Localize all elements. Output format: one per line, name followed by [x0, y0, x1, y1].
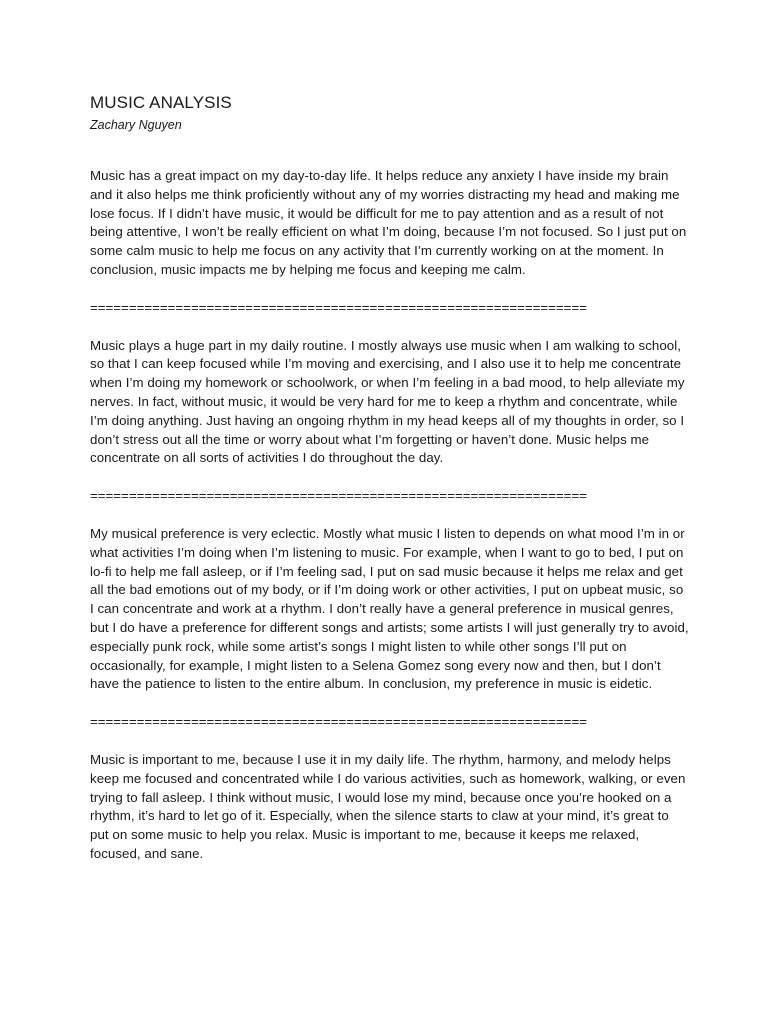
- author-name: Zachary Nguyen: [90, 118, 182, 132]
- separator-2: ================================================================: [90, 488, 587, 504]
- separator-3: ================================================================: [90, 714, 587, 730]
- separator-1: ================================================================: [90, 299, 587, 315]
- paragraph-1: Music has a great impact on my day-to-day life. It helps reduce any anxiety I have inside my brain and it also helps me think proficiently without any of my worries distracting my head and making me lose focus. If I didn’t have music, it would be difficult for me to pay attention and as a result of not being attentive, I won’t be really efficient on what I’m doing, because I’m not focused. So I just put on some calm music to help me focus on any activity that I’m currently working on at the moment. In conclusion, music impacts me by helping me focus and keeping me calm.: [90, 168, 687, 277]
- paragraph-3: My musical preference is very eclectic. Mostly what music I listen to depends on what mood I’m in or what activities I’m doing when I’m listening to music. For example, when I want to go to bed, I put on lo-fi to help me fall asleep, or if I’m feeling sad, I put on sad music because it helps me relax and get all the bad emotions out of my body, or if I’m doing work or other activities, I put on upbeat music, so I can concentrate and work at a rhythm. I don’t really have a general preference in musical genres, but I do have a preference for different songs and artists; some artists I will just generally try to avoid, especially punk rock, while some artist’s songs I might listen to while other songs I’ll put on occasionally, for example, I might listen to a Selena Gomez song every now and then, but I don’t have the patience to listen to the entire album. In conclusion, my preference in music is eidetic.: [90, 525, 689, 692]
- document-title: MUSIC ANALYSIS: [90, 93, 232, 112]
- document-page: [90, 92, 690, 864]
- paragraph-4: Music is important to me, because I use it in my daily life. The rhythm, harmony, and melody helps keep me focused and concentrated while I do various activities, such as homework, walking, or even trying to fall asleep. I think without music, I would lose my mind, because once you’re hooked on a rhythm, it’s hard to let go of it. Especially, when the silence starts to claw at your mind, it’s great to put on some music to help you relax. Music is important to me, because it keeps me relaxed, focused, and sane.: [90, 751, 686, 861]
- paragraph-2: Music plays a huge part in my daily routine. I mostly always use music when I am walking to school, so that I can keep focused while I’m moving and exercising, and I also use it to help me concentrate when I’m doing my homework or schoolwork, or when I’m feeling in a bad mood, to help alleviate my nerves. In fact, without music, it would be very hard for me to keep a rhythm and concentrate, while I’m doing anything. Just having an ongoing rhythm in my head keeps all of my thoughts in order, so I don’t stress out all the time or worry about what I’m forgetting or haven’t done. Music helps me concentrate on all sorts of activities I do throughout the day.: [90, 337, 685, 466]
